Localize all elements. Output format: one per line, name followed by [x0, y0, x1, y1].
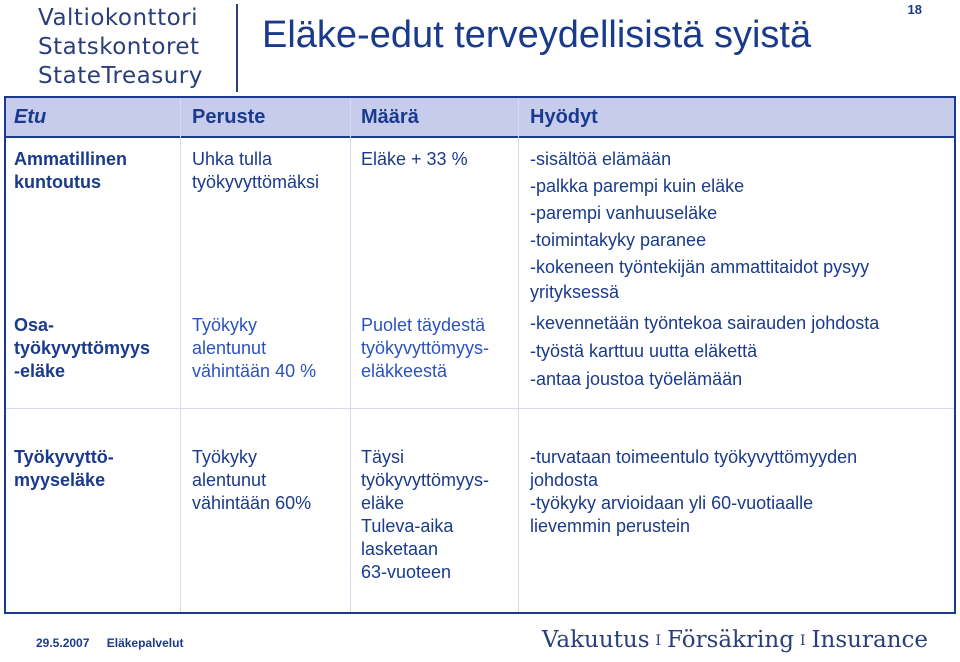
cell-line: Työkyky — [192, 447, 258, 467]
cell-line: alentunut — [192, 470, 267, 490]
cell-line: lievemmin perustein — [530, 516, 691, 536]
cell-line: vähintään 60% — [192, 493, 312, 513]
column-divider — [350, 98, 351, 612]
cell-line: työkyvyttömyys- — [361, 338, 490, 358]
treasury-logo — [38, 4, 203, 91]
cell-line: -kokeneen työntekijän ammattitaidot pysyy — [530, 257, 870, 277]
column-divider — [180, 98, 181, 612]
cell-line: eläkkeestä — [361, 361, 448, 381]
footer-department: Eläkepalvelut — [106, 636, 184, 650]
cell-line: Työkyvyttö- — [14, 447, 114, 467]
cell-line: Puolet täydestä — [361, 315, 486, 335]
brand-word: Vakuutus — [541, 627, 650, 653]
cell-line: -sisältöä elämään — [530, 149, 672, 169]
cell-line: Ammatillinen — [14, 149, 128, 169]
logo-line: Valtiokonttori — [38, 5, 199, 31]
cell-line: -turvataan toimeentulo työkyvyttömyyden — [530, 447, 858, 467]
cell-line: työkyvyttömyys- — [361, 470, 490, 490]
table-cell-hyodyt — [530, 146, 869, 304]
cell-line: johdosta — [530, 470, 599, 490]
cell-line: Työkyky — [192, 315, 258, 335]
column-header-hyodyt: Hyödyt — [530, 106, 598, 128]
table-cell-hyodyt — [530, 309, 879, 393]
cell-line: eläke — [361, 493, 405, 513]
cell-line: alentunut — [192, 338, 267, 358]
table-header-row — [6, 98, 954, 138]
cell-line: 63-vuoteen — [361, 562, 452, 582]
cell-line: vähintään 40 % — [192, 361, 317, 381]
benefits-table — [4, 96, 956, 614]
table-cell-peruste — [192, 148, 319, 194]
brand-word: Försäkring — [667, 627, 794, 653]
brand-word: Insurance — [811, 627, 928, 653]
cell-line: työkyvyttömäksi — [192, 172, 320, 192]
column-header-maara: Määrä — [361, 106, 419, 128]
table-cell-etu — [14, 446, 114, 492]
table-cell-peruste — [192, 446, 311, 515]
cell-line: myyseläke — [14, 470, 106, 490]
footer-date: 29.5.2007 — [36, 636, 90, 650]
logo-line: StateTreasury — [38, 63, 203, 89]
footer-info — [36, 636, 197, 650]
column-header-etu: Etu — [14, 106, 47, 128]
column-header-peruste: Peruste — [192, 106, 266, 128]
page-number: 18 — [907, 2, 922, 17]
table-cell-hyodyt — [530, 446, 857, 538]
cell-line: Uhka tulla — [192, 149, 273, 169]
table-cell-peruste — [192, 314, 316, 383]
cell-line: Osa- — [14, 315, 55, 335]
cell-line: -työkyky arvioidaan yli 60-vuotiaalle — [530, 493, 814, 513]
cell-line: -työstä karttuu uutta eläkettä — [530, 341, 758, 361]
row-divider — [6, 408, 954, 409]
logo-divider — [236, 4, 238, 92]
cell-line: -antaa joustoa työelämään — [530, 369, 743, 389]
cell-line: -eläke — [14, 361, 66, 381]
logo-line: Statskontoret — [38, 34, 200, 60]
table-cell-etu — [14, 314, 150, 383]
table-cell-etu — [14, 148, 127, 194]
cell-line: Eläke + 33 % — [361, 149, 468, 169]
table-cell-maara — [361, 314, 489, 383]
table-cell-maara — [361, 446, 489, 584]
cell-line: -toimintakyky paranee — [530, 230, 707, 250]
cell-line: yrityksessä — [530, 282, 620, 302]
page-title: Eläke-edut terveydellisistä syistä — [262, 14, 812, 56]
table-cell-maara — [361, 148, 468, 171]
brand-separator: I — [655, 633, 662, 649]
cell-line: kuntoutus — [14, 172, 101, 192]
column-divider — [518, 98, 519, 612]
cell-line: lasketaan — [361, 539, 439, 559]
cell-line: -parempi vanhuuseläke — [530, 203, 718, 223]
cell-line: Täysi — [361, 447, 405, 467]
cell-line: Tuleva-aika — [361, 516, 454, 536]
insurance-brand-logo — [542, 627, 928, 653]
cell-line: työkyvyttömyys — [14, 338, 151, 358]
brand-separator: I — [799, 633, 806, 649]
cell-line: -kevennetään työntekoa sairauden johdosta — [530, 313, 880, 333]
cell-line: -palkka parempi kuin eläke — [530, 176, 745, 196]
